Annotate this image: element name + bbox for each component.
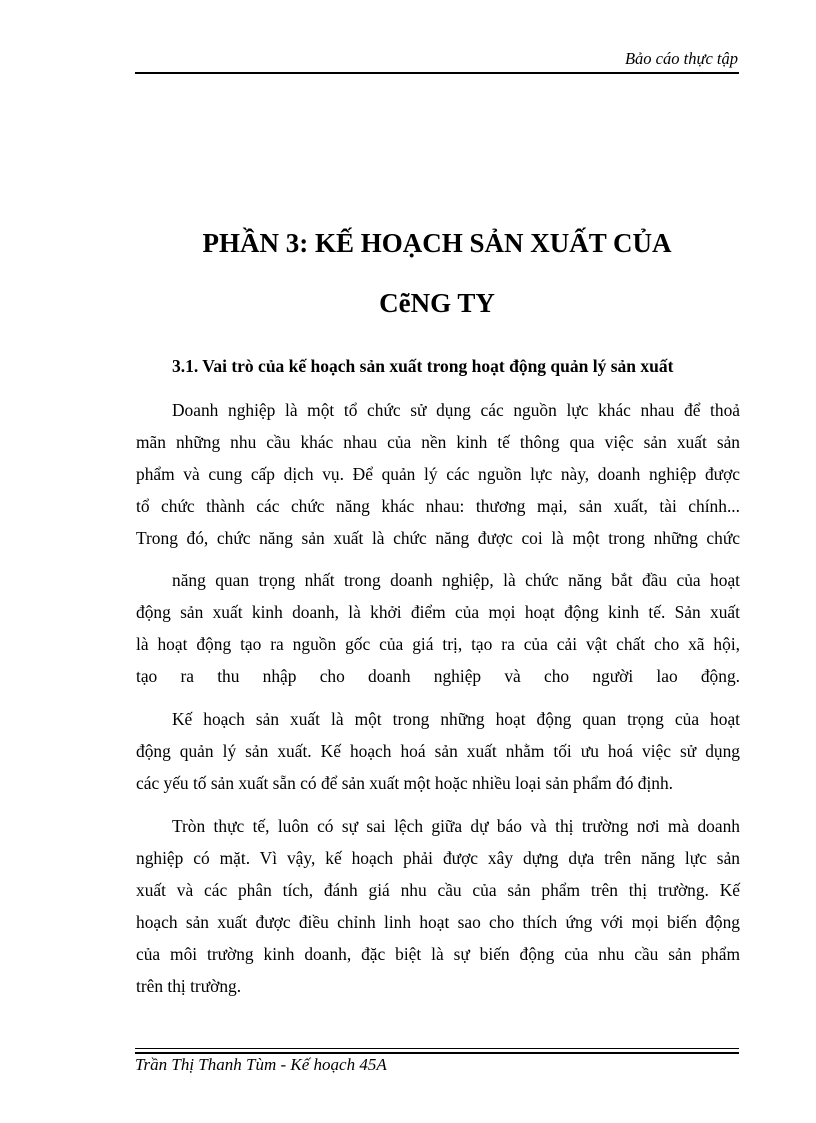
- paragraph-line: năng quan trọng nhất trong doanh nghiệp, là chức năng bắt đầu của hoạt: [172, 570, 740, 590]
- running-header: Bảo cáo thực tập: [624, 49, 738, 68]
- paragraph-line: nghiệp có mặt. Vì vậy, kế hoạch phải được xây dựng dựa trên năng lực sản: [136, 848, 740, 868]
- section-heading: 3.1. Vai trò của kế hoạch sản xuất trong hoạt động quản lý sản xuất: [172, 356, 674, 376]
- paragraph-line: tổ chức thành các chức năng khác nhau: thương mại, sản xuất, tài chính...: [136, 496, 740, 516]
- paragraph-line: Trong đó, chức năng sản xuất là chức năng được coi là một trong những chức: [136, 528, 740, 548]
- paragraph-line: các yếu tố sản xuất sẵn có để sản xuất một hoặc nhiều loại sản phẩm đó định.: [136, 773, 674, 793]
- footer-rule: [135, 1048, 739, 1049]
- header-rule: [135, 72, 739, 74]
- chapter-title: [135, 213, 739, 333]
- chapter-title-line-1: PHẦN 3: KẾ HOẠCH SẢN XUẤT CỦA: [202, 228, 672, 258]
- paragraph-line: Doanh nghiệp là một tổ chức sử dụng các nguồn lực khác nhau để thoả: [172, 400, 740, 420]
- paragraph-line: tạo ra thu nhập cho doanh nghiệp và cho người lao động.: [136, 666, 740, 686]
- paragraph-line: động quản lý sản xuất. Kế hoạch hoá sản xuất nhằm tối ưu hoá việc sử dụng: [136, 741, 740, 761]
- paragraph-line: mãn những nhu cầu khác nhau của nền kinh tế thông qua việc sản xuất sản: [136, 432, 740, 452]
- footer-rule: [135, 1052, 739, 1054]
- paragraph-line: Tròn thực tế, luôn có sự sai lệch giữa dự báo và thị trường nơi mà doanh: [172, 816, 740, 836]
- running-footer: Trần Thị Thanh Tùm - Kế hoạch 45A: [135, 1055, 387, 1074]
- paragraph-line: xuất và các phân tích, đánh giá nhu cầu của sản phẩm trên thị trường. Kế: [136, 880, 740, 900]
- paragraph-line: là hoạt động tạo ra nguồn gốc của giá trị, tạo ra của cải vật chất cho xã hội,: [136, 634, 740, 654]
- paragraph-line: hoạch sản xuất được điều chỉnh linh hoạt sao cho thích ứng với mọi biến động: [136, 912, 740, 932]
- chapter-title-line-2: CẽNG TY: [379, 288, 495, 318]
- paragraph-line: Kế hoạch sản xuất là một trong những hoạt động quan trọng của hoạt: [172, 709, 740, 729]
- paragraph-line: trên thị trường.: [136, 976, 242, 996]
- paragraph-line: của môi trường kinh doanh, đặc biệt là sự biến động của nhu cầu sản phẩm: [136, 944, 740, 964]
- paragraph-line: động sản xuất kinh doanh, là khởi điểm của mọi hoạt động kinh tế. Sản xuất: [136, 602, 740, 622]
- paragraph-line: phẩm và cung cấp dịch vụ. Để quản lý các nguồn lực này, doanh nghiệp được: [136, 464, 740, 484]
